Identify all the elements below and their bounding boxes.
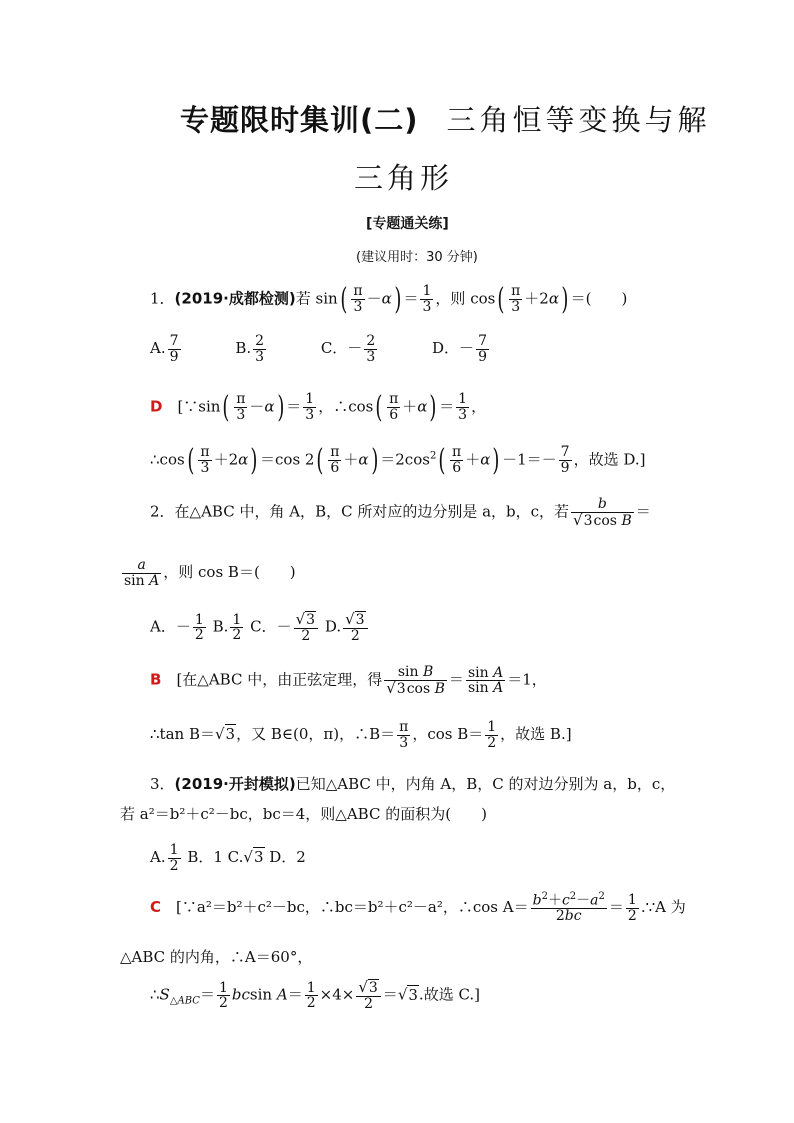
- question-2-line2: $\frac{a}{\text{sin A}}$ ，则 cos B＝( ): [124, 557, 296, 589]
- section-label: [专题通关练]: [366, 216, 449, 232]
- time-note: (建议用时：30 分钟): [356, 250, 478, 265]
- question-number: 3．: [150, 775, 175, 793]
- answer-3-line1: C [∵a²＝b²＋c²－bc，∴bc＝b²＋c²－a²，∴cos A＝ $\frac{b^2+c^2-a^2}{2bc}$ ＝ $\frac{1}{2}$ .∵A 为: [150, 891, 686, 925]
- answer-2-line2: ∴tan B＝√3，又 B∈(0，π)，∴B＝ $\frac{\pi}{3}$ ，cos B＝ $\frac{1}{2}$ ，故选 B.]: [150, 719, 572, 751]
- option-b: B．1: [187, 848, 223, 867]
- q1-then: 则: [450, 289, 466, 308]
- question-source: (2019·开封模拟): [174, 775, 296, 793]
- page-title-line2: 三角形: [354, 161, 454, 195]
- answer-text: ∴tan B＝: [150, 725, 215, 744]
- answer-3-line3: $\therefore S_{\triangle ABC}=$ $\frac{1}{2}$ bcsin A＝ $\frac{1}{2}$ ×4× $\frac{√3}{2}$ ＝√3.故选 C.]: [150, 978, 481, 1012]
- title-part2: 三角恒等变换与解: [446, 103, 711, 137]
- answer-1-line2: ∴cos( $\frac{\pi}{3}$ ＋2α) ＝cos 2( $\frac{\pi}{6}$ $+\alpha) =2\cos^2$( $\frac{\pi}{6}$ ＋α) －1＝－ $\frac{7}{9}$ ，故选 D.]: [150, 443, 646, 478]
- answer-1-line1: D [∵sin( $\frac{\pi}{3}$ －α) ＝ $\frac{1}{3}$ ，∴cos( $\frac{\pi}{6}$ ＋α) ＝ $\frac{1}{3}$ ，: [150, 390, 487, 425]
- answer-conclusion: 故选 D.]: [588, 450, 646, 469]
- answer-letter: D: [150, 397, 163, 416]
- question-text: 在△ABC 中，角 A，B，C 所对应的边分别是 a，b，c，若: [174, 502, 570, 521]
- question-2-line1: 2．在△ABC 中，角 A，B，C 所对应的边分别是 a，b，c，若 $\frac{b}{\text{√3cos B}}$ ＝: [150, 496, 651, 529]
- question-1: 1．(2019·成都检测)若 sin( $\frac{\pi}{3}$ －α) ＝ $\frac{1}{3}$ ，则 cos( $\frac{\pi}{3}$ ＋2α) ＝( ): [150, 282, 628, 317]
- question-text: 已知△ABC 中，内角 A，B，C 的对边分别为 a，b，c，: [295, 775, 676, 793]
- answer-2-line1: B [在△ABC 中，由正弦定理，得 $\frac{\text{sin B}}{\text{√3cos B}}$ ＝ $\frac{\text{sin A}}{\text{sin A}}$ ＝1，: [150, 664, 547, 697]
- answer-text: ，又 B∈(0，π)，∴B＝: [236, 725, 396, 744]
- page-title: [180, 98, 711, 139]
- question-text: ，则 cos B＝( ): [163, 563, 296, 582]
- option-b: B.: [235, 339, 252, 358]
- option-b: B.: [212, 617, 229, 636]
- answer-text: ，cos B＝: [412, 725, 484, 744]
- question-source: (2019·成都检测): [174, 289, 296, 308]
- question-3-line1: [150, 773, 675, 794]
- answer-text: [在△ABC 中，由正弦定理，得: [176, 670, 383, 689]
- q1-options: A. $\frac{7}{9}$ B. $\frac{2}{3}$ C．－ $\frac{2}{3}$ D．－ $\frac{7}{9}$: [150, 333, 487, 365]
- q1-blank: ＝( ): [570, 289, 628, 308]
- answer-text: .∵A 为: [640, 898, 686, 917]
- option-a: A．: [150, 617, 176, 636]
- option-a: A.: [150, 848, 166, 867]
- option-c: C．: [250, 617, 277, 636]
- question-3-line2: 若 a²＝b²＋c²－bc，bc＝4，则△ABC 的面积为( ): [120, 805, 487, 823]
- answer-text: .故选 C.]: [418, 985, 481, 1004]
- question-number: 1．: [150, 289, 175, 308]
- option-a: A.: [150, 339, 166, 358]
- answer-text: ，故选 B.]: [500, 725, 572, 744]
- answer-text: [∵a²＝b²＋c²－bc，∴bc＝b²＋c²－a²，∴cos A＝: [176, 898, 529, 917]
- option-c: C．: [320, 339, 348, 358]
- title-part1: 专题限时集训(二): [180, 103, 419, 137]
- option-d: D．2: [269, 848, 306, 867]
- answer-letter: B: [150, 670, 162, 689]
- q1-if: 若: [295, 289, 311, 308]
- q2-options: A．－ $\frac{1}{2}$ B. $\frac{1}{2}$ C．－ $\frac{√3}{2}$ D. $\frac{√3}{2}$: [150, 612, 370, 643]
- option-d: D．: [432, 339, 460, 358]
- option-c: C.: [227, 848, 244, 867]
- answer-letter: C: [150, 898, 162, 917]
- question-number: 2．: [150, 502, 175, 521]
- option-d: D.: [324, 617, 342, 636]
- answer-3-line2: △ABC 的内角，∴A＝60°，: [120, 948, 313, 966]
- q3-options: A. $\frac{1}{2}$ B．1 C.√3 D．2: [150, 842, 306, 874]
